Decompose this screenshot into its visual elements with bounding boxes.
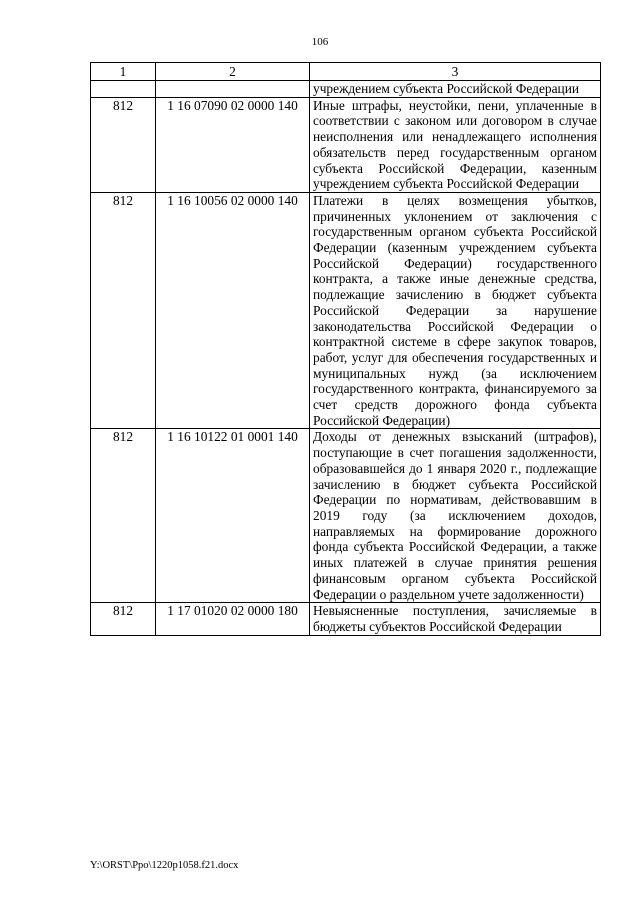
footer-file-path: Y:\ORST\Ppo\1220p1058.f21.docx xyxy=(90,860,239,871)
admin-code-cell xyxy=(91,81,156,98)
header-cell-1: 1 xyxy=(91,63,156,81)
table-row xyxy=(91,81,601,98)
table-row xyxy=(91,97,601,192)
budget-code-cell: 1 16 10056 02 0000 140 xyxy=(156,192,310,429)
header-cell-2: 2 xyxy=(156,63,310,81)
budget-code-cell: 1 16 10122 01 0001 140 xyxy=(156,429,310,603)
admin-code-cell: 812 xyxy=(91,192,156,429)
table-row xyxy=(91,429,601,603)
budget-code-cell: 1 16 07090 02 0000 140 xyxy=(156,97,310,192)
description-cell: Иные штрафы, неустойки, пени, уплаченные в соответствии с законом или договором в случае неисполнения или ненадлежащего исполнения обязательств перед государственным органом субъекта Российской Федерации, казенным учреждением субъекта Российской Федерации xyxy=(310,97,601,192)
admin-code-cell: 812 xyxy=(91,429,156,603)
table-row xyxy=(91,192,601,429)
admin-code-cell: 812 xyxy=(91,603,156,635)
description-cell: Доходы от денежных взысканий (штрафов), поступающие в счет погашения задолженности, образовавшейся до 1 января 2020 г., подлежащие зачислению в бюджет субъекта Российской Федерации по нормативам, действовавшим в 2019 году (за исключением доходов, направляемых на формирование дорожного фонда субъекта Российской Федерации, а также иных платежей в случае принятия решения финансовым органом субъекта Российской Федерации о раздельном учете задолженности) xyxy=(310,429,601,603)
revenue-codes-table xyxy=(90,62,601,636)
page-number: 106 xyxy=(311,36,329,48)
table-row xyxy=(91,603,601,635)
admin-code-cell: 812 xyxy=(91,97,156,192)
budget-code-cell: 1 17 01020 02 0000 180 xyxy=(156,603,310,635)
description-cell: Платежи в целях возмещения убытков, причиненных уклонением от заключения с государственным органом субъекта Российской Федерации (казенным учреждением субъекта Российской Федерации) государственного контракта, а также иные денежные средства, подлежащие зачислению в бюджет субъекта Российской Федерации за нарушение законодательства Российской Федерации о контрактной системе в сфере закупок товаров, работ, услуг для обеспечения государственных и муниципальных нужд (за исключением государственного контракта, финансируемого за счет средств дорожного фонда субъекта Российской Федерации) xyxy=(310,192,601,429)
table-header-row xyxy=(91,63,601,81)
description-cell: учреждением субъекта Российской Федерации xyxy=(310,81,601,98)
header-cell-3: 3 xyxy=(310,63,601,81)
budget-code-cell xyxy=(156,81,310,98)
description-cell: Невыясненные поступления, зачисляемые в бюджеты субъектов Российской Федерации xyxy=(310,603,601,635)
